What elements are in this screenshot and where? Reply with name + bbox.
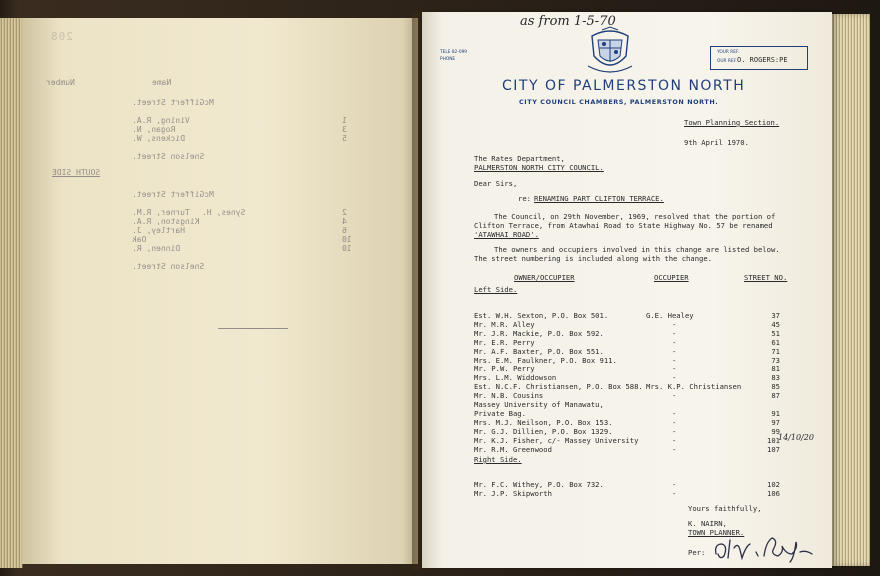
column-header-street-no: STREET NO. <box>744 273 788 282</box>
paragraph-line: The owners and occupiers involved in this change are listed below. <box>494 245 780 254</box>
bleed-number: 10 <box>342 235 352 244</box>
bleed-line: Rogan, N. <box>132 125 176 134</box>
bleed-number: 5 <box>342 134 347 143</box>
occupier-cell: Mrs. K.P. Christiansen <box>646 382 742 392</box>
owner-cell: Mr. J.P. Skipworth <box>474 488 552 498</box>
bleed-number: 3 <box>342 125 347 134</box>
paragraph-line: The street numbering is included along with the change. <box>474 254 712 263</box>
occupier-cell: - <box>672 373 677 383</box>
street-no-cell: 99 <box>771 426 780 436</box>
salutation: Dear Sirs, <box>474 179 518 188</box>
occupier-cell: - <box>672 337 677 347</box>
street-no-cell: 106 <box>767 488 780 498</box>
telephone-sub: PHONE <box>440 57 456 62</box>
letter-page <box>422 12 832 568</box>
paragraph-line: The Council, on 29th November, 1969, resolved that the portion of <box>494 212 776 221</box>
left-side-label: Left Side. <box>474 285 518 294</box>
our-ref-value: O. ROGERS:PE <box>737 56 788 64</box>
paragraph-line: Clifton Terrace, from Atawhai Road to State Highway No. 57 be renamed <box>474 221 773 230</box>
letter <box>422 12 832 568</box>
bleed-line: Dickens, W. <box>132 134 185 143</box>
signatory-title: TOWN PLANNER. <box>688 528 745 537</box>
occupier-cell: - <box>672 417 677 427</box>
reference-box <box>710 46 808 70</box>
org-subtitle: CITY COUNCIL CHAMBERS, PALMERSTON NORTH. <box>519 98 719 106</box>
bleed-number: 6 <box>342 226 347 235</box>
bleed-line: Turner, R.M. <box>132 208 190 217</box>
handwritten-note: 14/10/20 <box>778 433 814 442</box>
owner-cell: Mr. P.W. Perry <box>474 364 535 374</box>
owner-cell: Mr. G.J. Dillien, P.O. Box 1329. <box>474 426 613 436</box>
bleed-line: McGiffert Street. <box>132 190 214 199</box>
owner-cell: Mrs. M.J. Neilson, P.O. Box 153. <box>474 417 613 427</box>
occupier-cell: - <box>672 328 677 338</box>
occupier-cell: - <box>672 435 677 445</box>
owner-cell: Private Bag. <box>474 408 526 418</box>
signature-icon <box>712 528 820 564</box>
bleed-number: 4 <box>342 217 347 226</box>
street-no-cell: 61 <box>771 337 780 347</box>
street-no-cell: 81 <box>771 364 780 374</box>
bleed-line: Dinnen, R. <box>132 244 181 253</box>
bleed-number: 10 <box>342 244 352 253</box>
right-page-edges <box>832 14 870 566</box>
occupier-cell: - <box>672 346 677 356</box>
occupier-cell: - <box>672 426 677 436</box>
owner-cell: Massey University of Manawatu, <box>474 400 604 409</box>
left-page-edges <box>0 18 23 568</box>
occupier-cell: - <box>672 408 677 418</box>
bleed-number: 1 <box>342 116 347 125</box>
closing: Yours faithfully, <box>688 504 762 513</box>
street-no-cell: 102 <box>767 480 780 489</box>
street-no-cell: 51 <box>771 328 780 338</box>
per-label: Per: <box>688 548 706 557</box>
occupier-cell: - <box>672 355 677 365</box>
street-no-cell: 45 <box>771 319 780 329</box>
bleed-line: Kingston, R.A. <box>132 217 200 226</box>
your-ref-label: YOUR REF. <box>717 50 740 55</box>
column-header-owner: OWNER/OCCUPIER <box>514 273 575 282</box>
bleed-line: Name <box>152 78 172 87</box>
street-no-cell: 71 <box>771 346 780 356</box>
owner-cell: Mr. F.C. Withey, P.O. Box 732. <box>474 480 604 489</box>
street-no-cell: 97 <box>771 417 780 427</box>
occupier-cell: - <box>672 391 677 401</box>
street-no-cell: 37 <box>771 311 780 320</box>
bleed-line: Synes, H. <box>202 208 246 217</box>
owner-cell: Mr. R.M. Greenwood <box>474 444 552 454</box>
bleed-line: Snelson Street. <box>132 152 205 161</box>
org-title: CITY OF PALMERSTON NORTH <box>502 78 746 94</box>
paragraph-line: 'ATAWHAI ROAD'. <box>474 230 539 239</box>
letter-date: 9th April 1970. <box>684 138 749 147</box>
our-ref-label: OUR REF. <box>717 59 737 64</box>
occupier-cell: - <box>672 480 677 489</box>
owner-cell: Mrs. L.M. Widdowson <box>474 373 557 383</box>
owner-cell: Mrs. E.M. Faulkner, P.O. Box 911. <box>474 355 617 365</box>
re-label: re: <box>518 194 531 203</box>
occupier-cell: G.E. Healey <box>646 311 694 320</box>
owner-cell: Mr. M.R. Alley <box>474 319 535 329</box>
street-no-cell: 87 <box>771 391 780 401</box>
bleed-line: Number <box>46 78 75 87</box>
bleed-line: McGiffert Street. <box>132 98 214 107</box>
street-no-cell: 73 <box>771 355 780 365</box>
section-name: Town Planning Section. <box>684 118 780 127</box>
left-page-number: 208 <box>50 30 73 43</box>
bleed-rule <box>218 328 288 329</box>
owner-cell: Est. W.H. Sexton, P.O. Box 501. <box>474 311 609 320</box>
bleed-through-text <box>22 18 418 564</box>
bleed-line: SOUTH SIDE <box>52 168 101 177</box>
occupier-cell: - <box>672 364 677 374</box>
addressee-line: PALMERSTON NORTH CITY COUNCIL. <box>474 163 604 172</box>
occupier-cell: - <box>672 444 677 454</box>
owner-cell: Mr. A.F. Baxter, P.O. Box 551. <box>474 346 604 356</box>
bleed-line: Oak <box>132 235 147 244</box>
column-header-occupier: OCCUPIER <box>654 273 689 282</box>
handwritten-annotation: as from 1-5-70 <box>520 14 616 29</box>
occupier-cell: - <box>672 488 677 498</box>
street-no-cell: 85 <box>771 382 780 392</box>
owner-cell: Mr. N.B. Cousins <box>474 391 544 401</box>
owner-cell: Est. N.C.F. Christiansen, P.O. Box 588. <box>474 382 643 392</box>
bleed-line: Vining, R.A. <box>132 116 190 125</box>
telephone-label: TELE 82-099 <box>440 50 468 55</box>
owner-cell: Mr. E.R. Perry <box>474 337 535 347</box>
left-page <box>22 18 418 564</box>
bleed-line: Snelson Street. <box>132 262 205 271</box>
occupier-cell: - <box>672 319 677 329</box>
right-side-label: Right Side. <box>474 455 522 464</box>
owner-cell: Mr. K.J. Fisher, c/- Massey University <box>474 435 639 445</box>
owner-cell: Mr. J.R. Mackie, P.O. Box 592. <box>474 328 604 338</box>
addressee-line: The Rates Department, <box>474 154 565 163</box>
street-no-cell: 101 <box>767 435 780 445</box>
bleed-line: Hartley, J. <box>132 226 185 235</box>
city-crest-icon <box>586 26 634 76</box>
street-no-cell: 83 <box>771 373 780 383</box>
signatory-name: K. NAIRN, <box>688 519 727 528</box>
street-no-cell: 91 <box>771 408 780 418</box>
bleed-number: 2 <box>342 208 347 217</box>
re-subject: RENAMING PART CLIFTON TERRACE. <box>534 194 664 203</box>
street-no-cell: 107 <box>767 444 780 454</box>
